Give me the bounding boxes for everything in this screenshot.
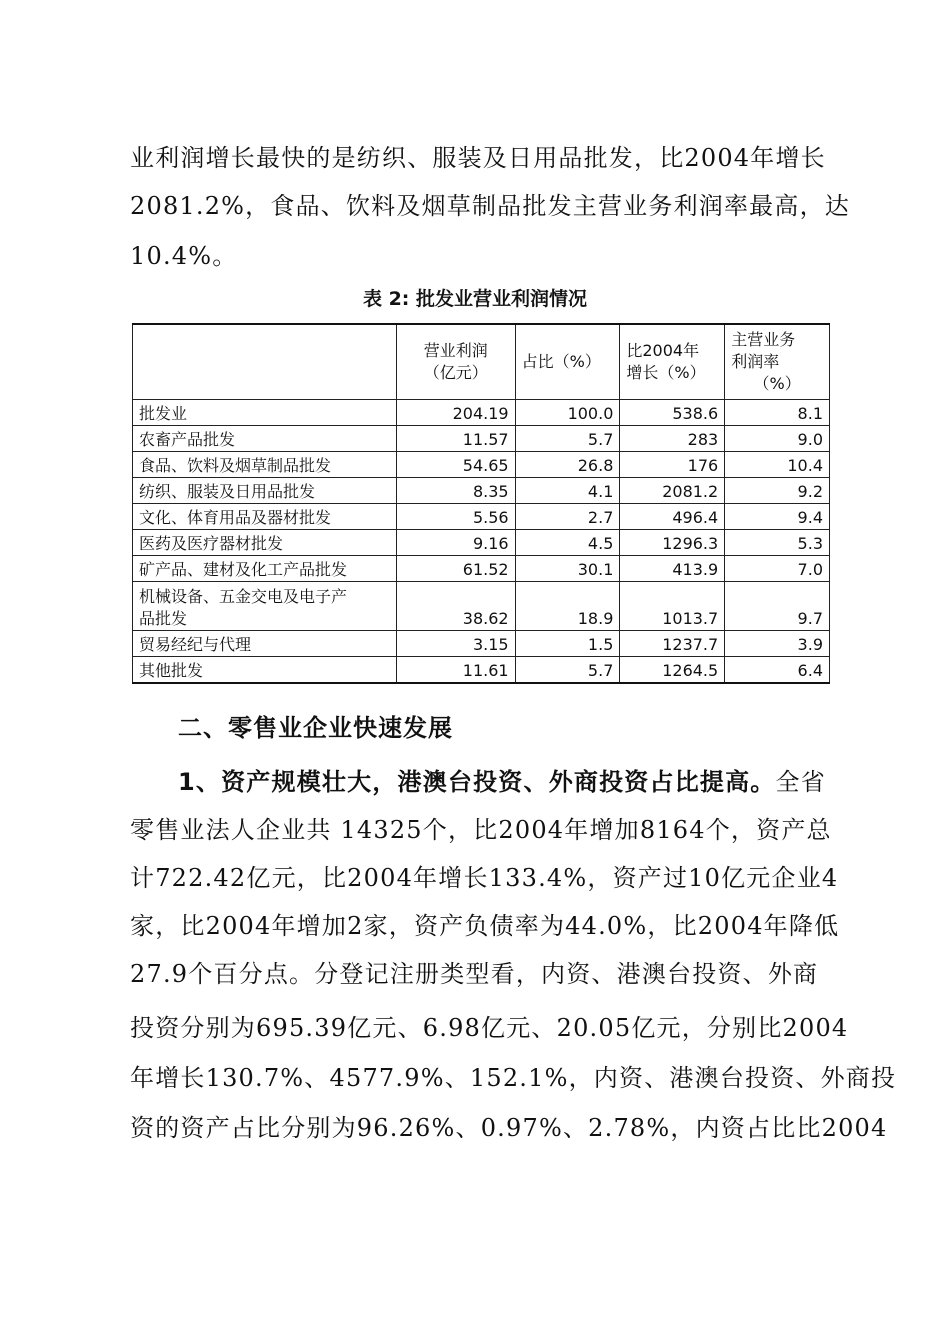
section-line-5: 投资分别为695.39亿元、6.98亿元、20.05亿元，分别比2004 <box>130 1014 849 1042</box>
header-growth-line2: 增长（%） <box>626 363 706 382</box>
row-name: 其他批发 <box>133 657 397 684</box>
table-row <box>133 426 830 452</box>
row-growth: 176 <box>620 452 725 478</box>
section-line-3: 家，比2004年增加2家，资产负债率为44.0%，比2004年降低 <box>130 912 840 940</box>
row-share: 26.8 <box>515 452 620 478</box>
table-row <box>133 452 830 478</box>
row-margin: 5.3 <box>725 530 830 556</box>
row-name: 医药及医疗器材批发 <box>133 530 397 556</box>
row-share: 2.7 <box>515 504 620 530</box>
row-name: 食品、饮料及烟草制品批发 <box>133 452 397 478</box>
row-profit: 11.57 <box>396 426 515 452</box>
row-share: 100.0 <box>515 400 620 426</box>
table-row <box>133 478 830 504</box>
intro-line-2: 2081.2%，食品、饮料及烟草制品批发主营业务利润率最高，达 <box>130 192 850 220</box>
row-profit: 54.65 <box>396 452 515 478</box>
row-growth: 538.6 <box>620 400 725 426</box>
row-margin: 10.4 <box>725 452 830 478</box>
row-share: 5.7 <box>515 657 620 684</box>
table-row <box>133 631 830 657</box>
section-line-6: 年增长130.7%、4577.9%、152.1%，内资、港澳台投资、外商投 <box>130 1064 897 1092</box>
row-profit: 3.15 <box>396 631 515 657</box>
table-row <box>133 504 830 530</box>
row-margin: 9.4 <box>725 504 830 530</box>
row-margin: 7.0 <box>725 556 830 582</box>
header-profit <box>396 324 515 400</box>
row-share: 4.1 <box>515 478 620 504</box>
row-name: 矿产品、建材及化工产品批发 <box>133 556 397 582</box>
header-margin <box>725 324 830 400</box>
row-name-line1: 机械设备、五金交电及电子产 <box>139 587 348 606</box>
row-name <box>133 582 397 631</box>
table-row <box>133 556 830 582</box>
row-profit: 204.19 <box>396 400 515 426</box>
row-growth: 1237.7 <box>620 631 725 657</box>
intro-line-1: 业利润增长最快的是纺织、服装及日用品批发，比2004年增长 <box>130 144 826 172</box>
section-line-2: 计722.42亿元，比2004年增长133.4%，资产过10亿元企业4 <box>130 864 839 892</box>
row-share: 30.1 <box>515 556 620 582</box>
row-margin: 8.1 <box>725 400 830 426</box>
section-lead-rest: 全省 <box>775 768 826 796</box>
row-name: 农畜产品批发 <box>133 426 397 452</box>
row-profit: 11.61 <box>396 657 515 684</box>
row-name: 批发业 <box>133 400 397 426</box>
row-growth: 1264.5 <box>620 657 725 684</box>
row-growth: 1013.7 <box>620 582 725 631</box>
section-line-7: 资的资产占比分别为96.26%、0.97%、2.78%，内资占比比2004 <box>130 1114 888 1142</box>
table-row <box>133 657 830 684</box>
header-margin-line2: 利润率 <box>731 352 780 371</box>
row-name: 贸易经纪与代理 <box>133 631 397 657</box>
header-profit-line1: 营业利润 <box>423 341 488 360</box>
row-name: 纺织、服装及日用品批发 <box>133 478 397 504</box>
table-row <box>133 530 830 556</box>
row-profit: 8.35 <box>396 478 515 504</box>
table-row <box>133 582 830 631</box>
section-line-1: 零售业法人企业共 14325个，比2004年增加8164个，资产总 <box>130 816 832 844</box>
intro-line-3: 10.4%。 <box>130 242 238 270</box>
row-profit: 38.62 <box>396 582 515 631</box>
row-share: 4.5 <box>515 530 620 556</box>
header-profit-line2: （亿元） <box>423 363 488 382</box>
row-margin: 3.9 <box>725 631 830 657</box>
row-profit: 61.52 <box>396 556 515 582</box>
header-margin-line3: （%） <box>753 374 801 393</box>
row-share: 1.5 <box>515 631 620 657</box>
row-share: 5.7 <box>515 426 620 452</box>
header-growth-line1: 比2004年 <box>626 341 700 360</box>
row-growth: 1296.3 <box>620 530 725 556</box>
section-lead-line <box>178 762 826 797</box>
header-empty <box>133 324 397 400</box>
header-growth <box>620 324 725 400</box>
table-row <box>133 400 830 426</box>
row-growth: 413.9 <box>620 556 725 582</box>
row-margin: 6.4 <box>725 657 830 684</box>
row-profit: 5.56 <box>396 504 515 530</box>
table-title: 表 2: 批发业营业利润情况 <box>362 288 588 310</box>
header-margin-line1: 主营业务 <box>731 330 796 349</box>
profit-table <box>132 323 830 684</box>
table-header-row <box>133 324 830 400</box>
row-growth: 283 <box>620 426 725 452</box>
header-share: 占比（%） <box>515 324 620 400</box>
section-lead-bold: 1、资产规模壮大，港澳台投资、外商投资占比提高。 <box>178 768 776 796</box>
row-growth: 496.4 <box>620 504 725 530</box>
row-margin: 9.0 <box>725 426 830 452</box>
row-margin: 9.2 <box>725 478 830 504</box>
row-name-line2: 品批发 <box>139 609 188 628</box>
section-line-4: 27.9个百分点。分登记注册类型看，内资、港澳台投资、外商 <box>130 960 819 988</box>
row-profit: 9.16 <box>396 530 515 556</box>
row-name: 文化、体育用品及器材批发 <box>133 504 397 530</box>
row-margin: 9.7 <box>725 582 830 631</box>
row-share: 18.9 <box>515 582 620 631</box>
row-growth: 2081.2 <box>620 478 725 504</box>
section-heading: 二、零售业企业快速发展 <box>178 714 453 742</box>
